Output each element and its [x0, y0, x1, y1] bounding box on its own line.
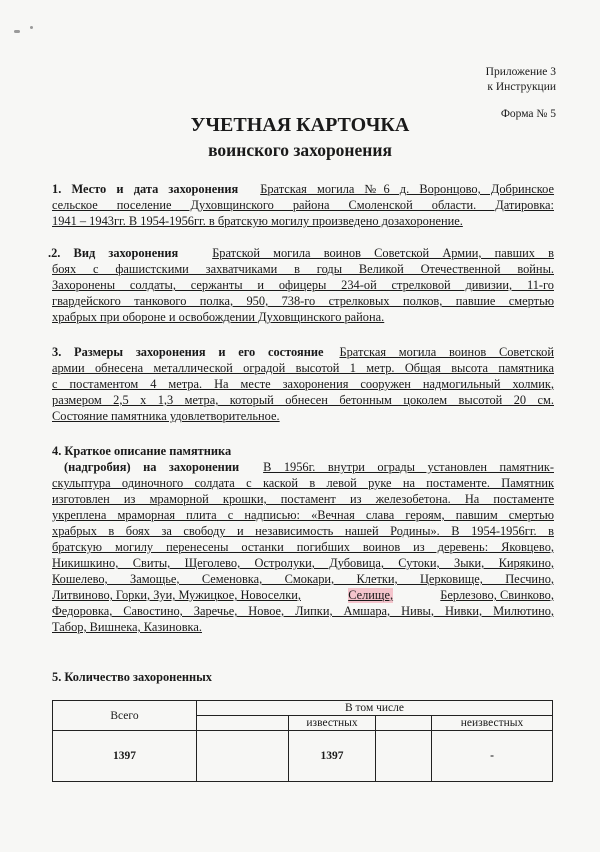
highlighted-village: Селище,: [348, 588, 394, 602]
header-including: В том числе: [197, 701, 553, 716]
cell-empty: [197, 731, 289, 782]
scan-mark: [30, 26, 33, 29]
section1-text: сельское поселение Духовщинского района Смоленской области. Датировка:: [52, 198, 554, 212]
section2-text: Захоронены солдаты, сержанты и офицеры 234-ой стрелковой дивизии, 11-го: [52, 278, 554, 292]
cell-unknown: -: [432, 731, 553, 782]
section1-text: 1941 – 1943гг. В 1954-1956гг. в братскую могилу произведено дозахоронение.: [52, 214, 463, 228]
section3-text: Состояние памятника удовлетворительное.: [52, 409, 280, 423]
section4-text: В 1956г. внутри ограды установлен памятник-: [263, 460, 554, 474]
section2-heading: .2. Вид захоронения: [48, 246, 179, 260]
header-unknown: неизвестных: [432, 716, 553, 731]
card-subtitle: воинского захоронения: [208, 140, 392, 160]
section2-line: [48, 246, 554, 261]
section4-line: [52, 460, 554, 475]
section4-text: Федоровка, Савостино, Заречье, Новое, Липки, Амшара, Нивы, Нивки, Милютино,: [52, 604, 554, 618]
section2-text: гвардейского танкового полка, 950, 738-го стрелковых полков, павшие смертью: [52, 294, 554, 308]
section2-text: Братской могила воинов Советской Армии, павших в: [212, 246, 554, 260]
section3-text: Братская могила воинов Советской: [339, 345, 554, 359]
section2-text: храбрых при обороне и освобождении Духовщинского района.: [52, 310, 385, 324]
section4-text: скульптура одиночного солдата с каской в левой руке на постаменте. Памятник: [52, 476, 554, 490]
section4-text: Берлезово, Свинково,: [440, 588, 554, 602]
section2-text: боях с фашистскими захватчиками в годы Великой Отечественной войны.: [52, 262, 554, 276]
form-number: Форма № 5: [500, 108, 556, 120]
section4-text: Литвиново, Горки, Зуи, Мужицкое, Новоселки,: [52, 588, 301, 602]
cell-known: 1397: [289, 731, 376, 782]
section4-text: Кошелево, Замощье, Семеновка, Смокари, Клетки, Церковище, Песчино,: [52, 572, 554, 586]
section3-text: размером 2,5 х 1,3 метра, который обнесен бетонным цоколем высотой 20 см.: [52, 393, 554, 407]
burial-count-table: [52, 700, 553, 782]
instruction-label: к Инструкции: [487, 81, 556, 93]
section4-heading-cont: (надгробия) на захоронении: [64, 460, 240, 474]
section4-heading: 4. Краткое описание памятника: [52, 444, 232, 458]
header-total: Всего: [53, 701, 197, 731]
section4-text: братскую могилу перенесены останки погибших воинов из деревень: Яковцево,: [52, 540, 554, 554]
section1-line: [52, 182, 554, 197]
section3-line: [52, 345, 554, 360]
cell-empty: [376, 731, 432, 782]
section3-text: с постаментом 4 метра. На месте захоронения сооружен надмогильный холмик,: [52, 377, 554, 391]
cell-total: 1397: [53, 731, 197, 782]
section3-heading: 3. Размеры захоронения и его состояние: [52, 345, 324, 359]
section4-text: храбрых в боях за свободу и независимость нашей Родины». В 1954-1956гг. в: [52, 524, 554, 538]
section4-text: укреплена мраморная плита с надписью: «Вечная слава героям, павшим смертью: [52, 508, 554, 522]
header-empty: [376, 716, 432, 731]
section5-heading: [52, 670, 212, 685]
card-title: УЧЕТНАЯ КАРТОЧКА: [190, 114, 410, 136]
scan-mark: [14, 30, 20, 33]
section1-text: Братская могила №6 д. Воронцово, Добринское: [260, 182, 555, 196]
section4-text: изготовлен из мраморной крошки, постамент из железобетона. На постаменте: [52, 492, 554, 506]
section5-heading-text: 5. Количество захороненных: [52, 670, 212, 684]
section4-text: Табор, Вишнека, Казиновка.: [52, 620, 202, 634]
section4-line: [52, 588, 554, 603]
header-known: известных: [289, 716, 376, 731]
appendix-label: Приложение 3: [485, 66, 556, 78]
section3-text: армии обнесена металлической оградой высотой 1 метр. Общая высота памятника: [52, 361, 554, 375]
section4-text: Никишкино, Свиты, Щеголево, Остролуки, Дубовица, Сутоки, Зыки, Кирякино,: [52, 556, 554, 570]
section1-heading: 1. Место и дата захоронения: [52, 182, 239, 196]
header-empty: [197, 716, 289, 731]
